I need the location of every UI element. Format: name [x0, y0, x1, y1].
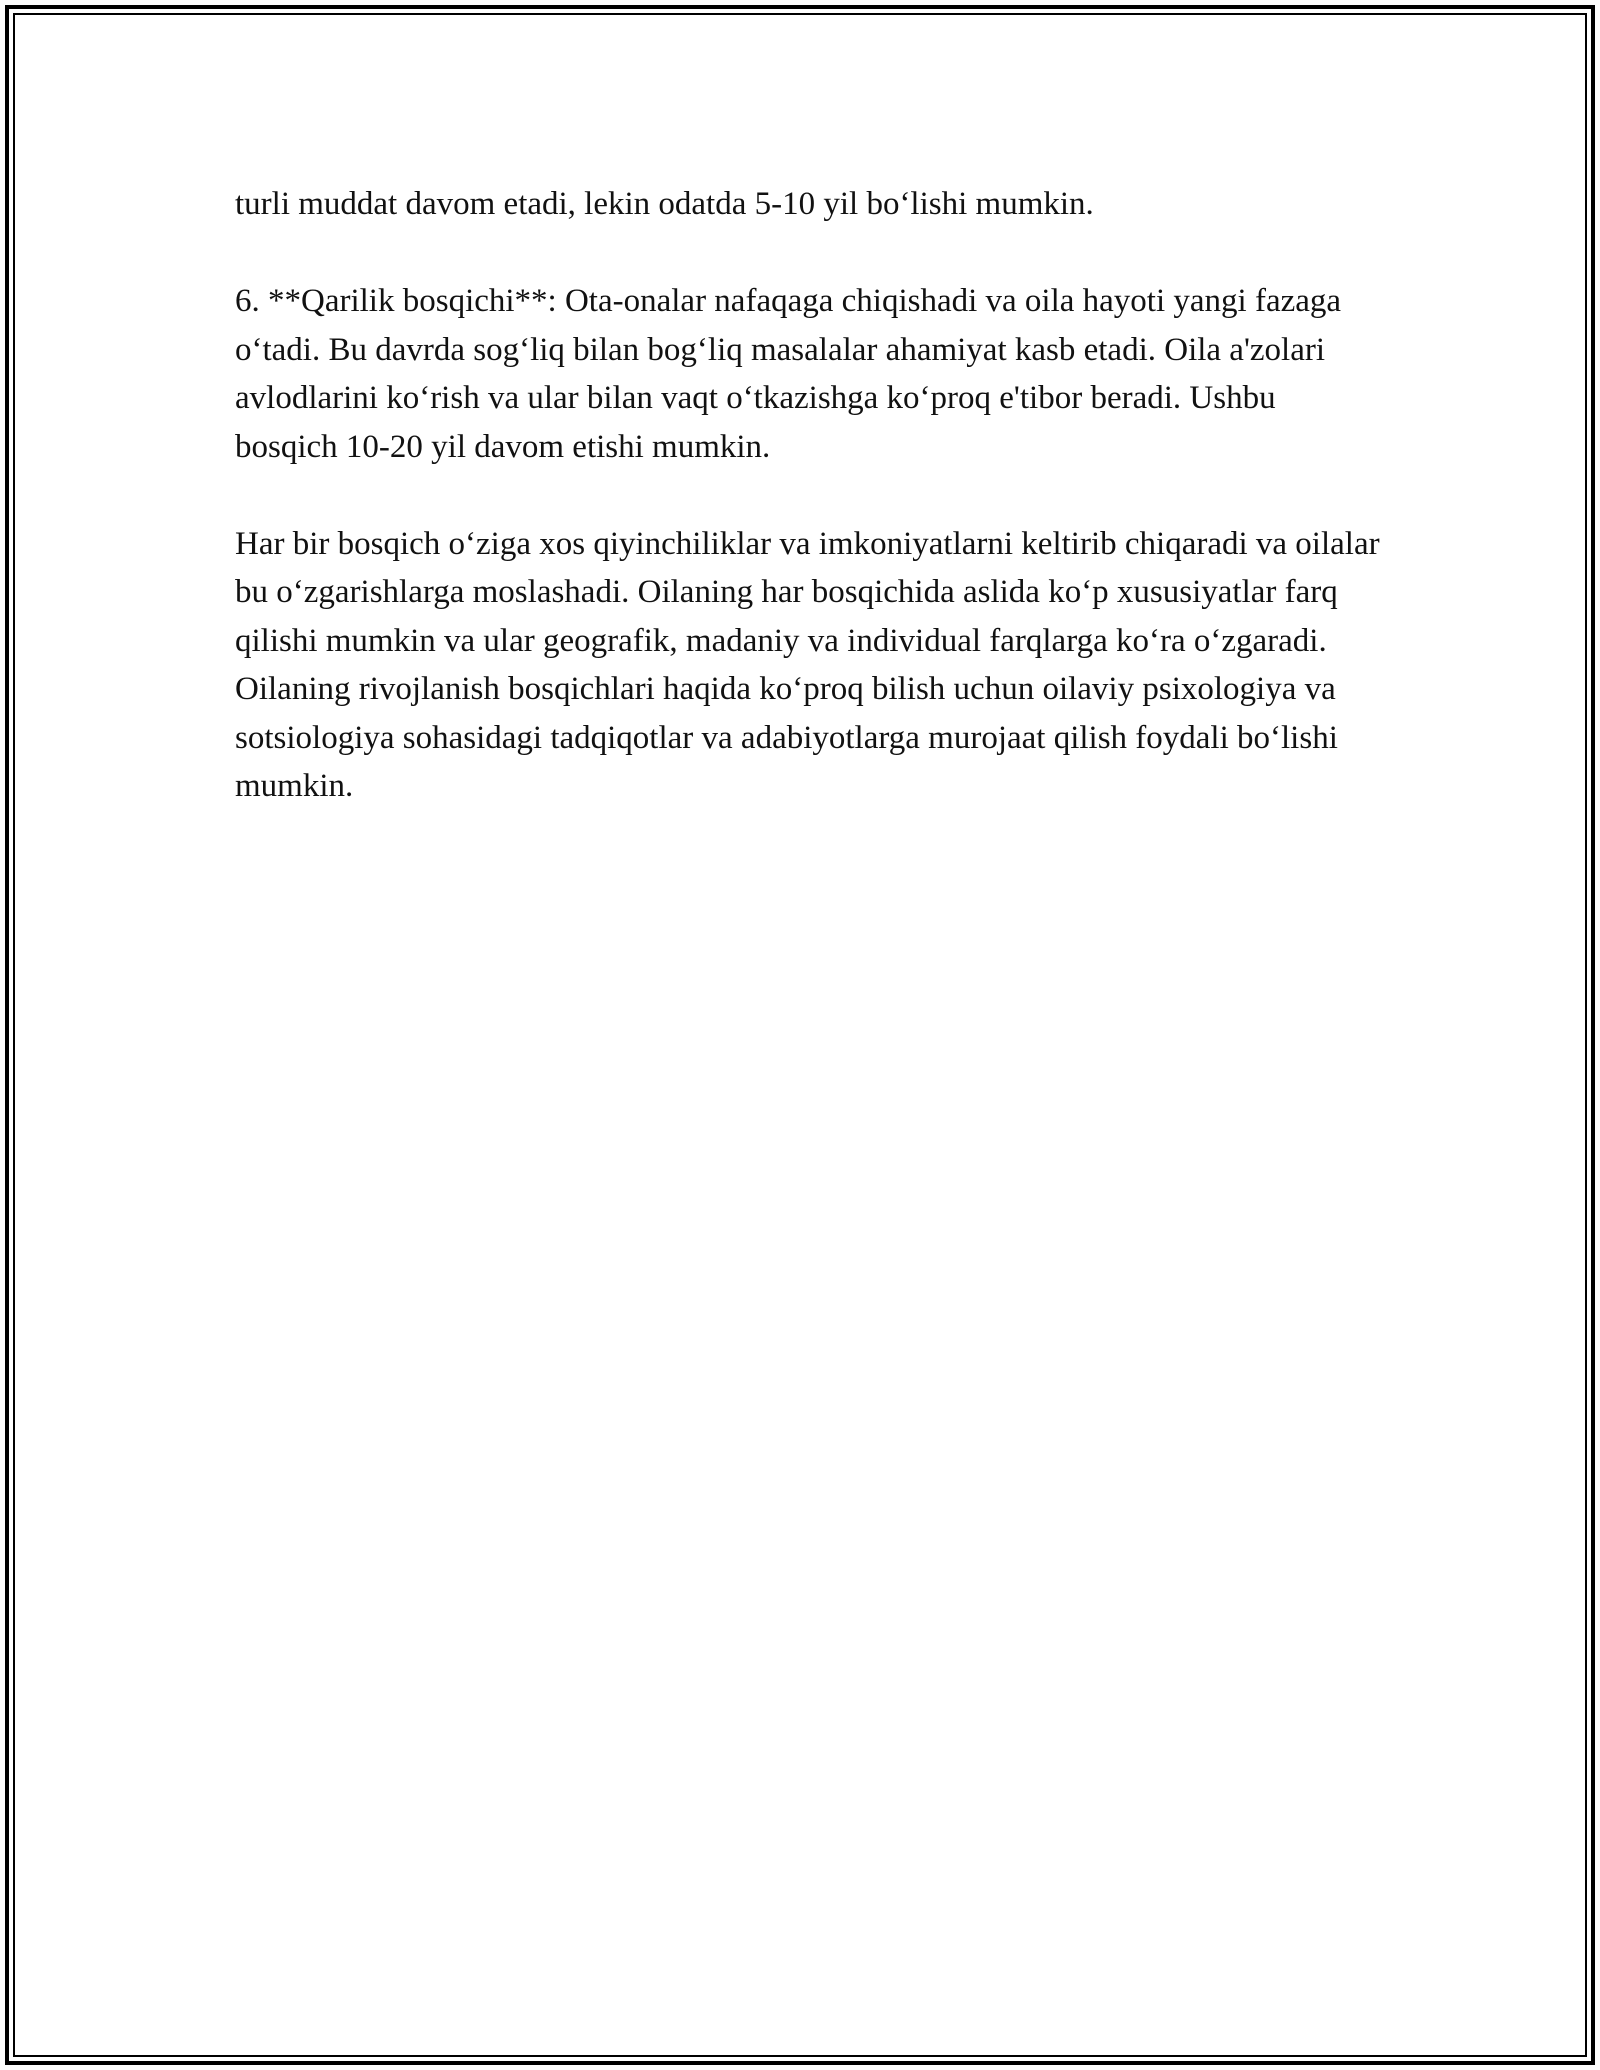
- paragraph-stage-6: 6. **Qarilik bosqichi**: Ota-onalar nafaqaga chiqishadi va oila hayoti yangi fazaga o‘tadi. Bu davrda sog‘liq bilan bog‘liq masalalar ahamiyat kasb etadi. Oila a'zolari avlodlarini ko‘rish va ular bilan vaqt o‘tkazishga ko‘proq e'tibor beradi. Ushbu bosqich 10-20 yil davom etishi mumkin.: [235, 283, 1342, 465]
- paragraph-conclusion: Har bir bosqich o‘ziga xos qiyinchiliklar va imkoniyatlarni keltirib chiqaradi va oilalar bu o‘zgarishlarga moslashadi. Oilaning har bosqichida aslida ko‘p xususiyatlar farq qilishi mumkin va ular geografik, madaniy va individual farqlarga ko‘ra o‘zgaradi. Oilaning rivojlanish bosqichlari haqida ko‘proq bilish uchun oilaviy psixologiya va sotsiologiya sohasidagi tadqiqotlar va adabiyotlarga murojaat qilish foydali bo‘lishi mumkin.: [235, 525, 1380, 804]
- document-body: [235, 180, 1385, 859]
- paragraph-continuation: turli muddat davom etadi, lekin odatda 5-10 yil bo‘lishi mumkin.: [235, 186, 1094, 222]
